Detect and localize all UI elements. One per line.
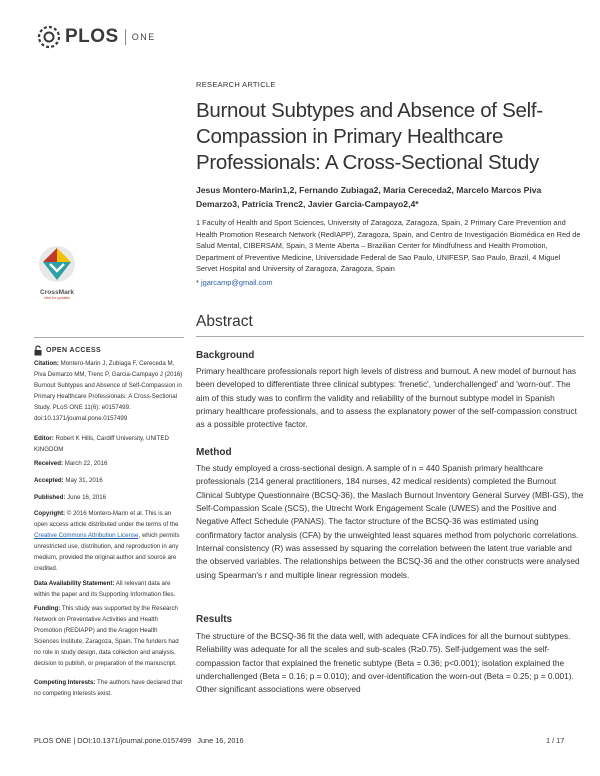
crossmark-sub: click for updates: [44, 296, 70, 300]
open-access-label: OPEN ACCESS: [46, 347, 102, 354]
competing-interests-label: Competing Interests:: [34, 679, 96, 686]
funding-label: Funding:: [34, 605, 61, 612]
crossmark-icon: [34, 244, 80, 284]
affiliations: 1 Faculty of Health and Sport Sciences, University of Zaragoza, Zaragoza, Spain, 2 Primary Care Prevention and Health Promotion Research Network (RedIAPP), Zaragoza, Spain, and Centro de Investigación Biomédica en Red de Salud Mental, CIBERSAM, Spain, 3 Mente Aberta – Brazilian Center for Mindfulness and Health Promotion, Department of Preventive Medicine, Universidade Federal de Sao Paulo, UNIFESP, Sao Paulo, Brazil, 4 Miguel Servet Hospital and University of Zaragoza, Zaragoza, Spain: [196, 218, 581, 274]
sidebar-divider: [34, 337, 184, 338]
copyright-label: Copyright:: [34, 510, 66, 517]
method-heading: Method: [196, 447, 232, 458]
accepted-block: [34, 476, 184, 487]
asterisk-icon: *: [196, 278, 201, 287]
received-block: [34, 459, 184, 470]
copyright-text-post: , which permits unrestricted use, distribution, and reproduction in any medium, provided the original author and source are credited.: [34, 531, 180, 572]
corresponding-email[interactable]: [196, 278, 273, 287]
open-access-badge: [34, 345, 101, 356]
logo-brand: PLOS: [65, 26, 119, 47]
method-text: The study employed a cross-sectional design. A sample of n = 440 Spanish primary healthcare professionals (214 general practitioners, 184 nurses, 42 medical residents) completed the Burnout Clinical Subtype Questionnaire (BCSQ-36), the Maslach Burnout Inventory General Survey (MBI-GS), the Self-Compassion Scale (SCS), the Utrecht Work Engagement Scale (UWES) and the Positive and Negative Affect Schedule (PANAS). The factor structure of the BCSQ-36 was estimated using confirmatory factor analysis (CFA) by the unweighted least squares method from polychoric correlations. Internal consistency (R) was assessed by squaring the correlation between the latent true variable and the observed variables. The relationships between the BCSQ-36 and the other constructs were analysed using Spearman's r and multiple linear regression models.: [196, 463, 584, 580]
copyright-block: [34, 509, 184, 574]
plos-one-logo[interactable]: [36, 24, 156, 50]
background-heading: Background: [196, 350, 255, 361]
accepted-label: Accepted:: [34, 477, 64, 484]
accepted-date: May 31, 2016: [65, 477, 103, 484]
logo-journal: ONE: [131, 32, 156, 42]
citation-label: Citation:: [34, 360, 59, 367]
funding-text: This study was supported by the Research Network on Preventative Activities and Health Promotion (REDIAPP) and the Aragon Health Sciences Institute, Zaragoza, Spain. The funders had no role in study design, data collection and analysis, decision to publish, or preparation of the manuscript.: [34, 605, 179, 667]
citation-block: [34, 359, 184, 424]
author-list: Jesus Montero-Marin1,2, Fernando Zubiaga2, Maria Cereceda2, Marcelo Marcos Piva Demarzo3, Patricia Trenc2, Javier Garcia-Campayo2,4*: [196, 185, 542, 209]
results-text: The structure of the BCSQ-36 fit the data well, with adequate CFA indices for all the burnout subtypes. Reliability was adequate for all the scales and sub-scales (R≥0.75). Self-judgement was the self-compassion factor that explained the frenetic subtype (Beta = 0.36; p<0.001); isolation explained the underchallenged (Beta = 0.16; p = 0.010); and over-identification the worn-out (Beta = 0.25; p = 0.001). Other significant associations were observed: [196, 631, 574, 695]
citation-text: Montero-Marin J, Zubiaga F, Cereceda M, Piva Demarzo MM, Trenc P, Garcia-Campayo J (2016) Burnout Subtypes and Absence of Self-Compassion in Primary Healthcare Professionals: A Cross-Sectional Study. PLoS ONE 11(6): e0157499. doi:10.1371/journal.pone.0157499: [34, 360, 183, 422]
data-availability-text: All relevant data are within the paper and its Supporting Information files.: [34, 580, 176, 598]
editor-label: Editor:: [34, 435, 54, 442]
copyright-text-pre: © 2016 Montero-Marin et al. This is an open access article distributed under the terms of the: [34, 510, 179, 528]
published-label: Published:: [34, 494, 66, 501]
open-lock-icon: [34, 345, 42, 356]
article-title: Burnout Subtypes and Absence of Self-Compassion in Primary Healthcare Professionals: A Cross-Sectional Study: [196, 99, 543, 174]
email-link[interactable]: jgarcamp@gmail.com: [200, 278, 273, 287]
data-availability-label: Data Availability Statement:: [34, 580, 115, 587]
plos-logo-icon: [36, 24, 62, 50]
received-date: March 22, 2016: [64, 460, 108, 467]
crossmark-label: CrossMark: [39, 289, 75, 296]
page-number: 1 / 17: [546, 736, 565, 745]
competing-interests-text: The authors have declared that no competing interests exist.: [34, 679, 183, 697]
background-text: Primary healthcare professionals report high levels of distress and burnout. A new model of burnout has been developed to differentiate three clinical subtypes: 'frenetic', 'underchallenged' and 'worn-out'. The aim of this study was to confirm the validity and reliability of the burnout subtype model in Spanish primary healthcare professionals, and to assess the explanatory power of the self-compassion construct as a possible protective factor.: [196, 366, 577, 430]
received-label: Received:: [34, 460, 64, 467]
published-block: [34, 493, 184, 504]
logo-separator: [125, 29, 126, 45]
data-availability-block: [34, 579, 184, 601]
crossmark-badge[interactable]: [34, 244, 80, 300]
abstract-heading: Abstract: [196, 313, 253, 330]
funding-block: [34, 604, 184, 669]
editor-text: Robert K Hills, Cardiff University, UNITED KINGDOM: [34, 435, 169, 453]
license-link[interactable]: Creative Commons Attribution License: [34, 531, 139, 539]
page-footer: PLOS ONE | DOI:10.1371/journal.pone.0157499 June 16, 2016: [34, 736, 244, 745]
abstract-divider: [196, 336, 584, 337]
results-heading: Results: [196, 614, 233, 625]
article-type: RESEARCH ARTICLE: [196, 80, 276, 89]
editor-block: [34, 434, 184, 456]
published-date: June 16, 2016: [67, 494, 107, 501]
competing-interests-block: [34, 678, 184, 700]
